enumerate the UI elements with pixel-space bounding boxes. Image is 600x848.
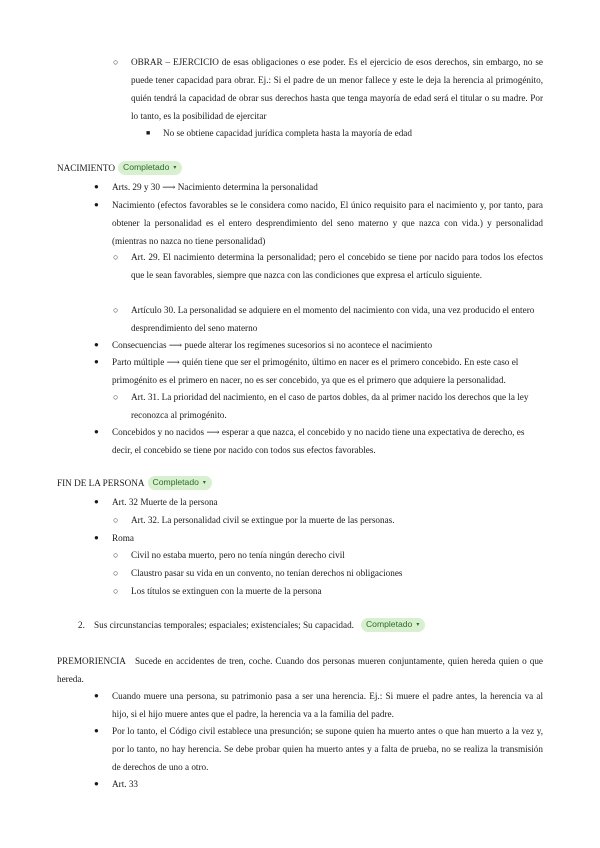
list-item: Artículo 30. La personalidad se adquiere en el momento del nacimiento con vida, una vez producido el entero desprendimiento del seno materno — [131, 305, 535, 333]
list-item: Claustro pasar su vida en un convento, no tenían derechos ni obligaciones — [131, 568, 403, 578]
bullet-icon: ● — [94, 200, 99, 209]
obrar-sub-point: No se obtiene capacidad jurídica completa hasta la mayoría de edad — [163, 128, 412, 138]
square-bullet-icon: ■ — [146, 129, 151, 137]
hollow-bullet-icon: ○ — [113, 57, 119, 67]
list-item: Art. 33 — [112, 779, 139, 789]
list-item: Consecuencias ⟶ puede alterar los regímenes sucesorios si no acontece el nacimiento — [112, 340, 433, 350]
list-item: Cuando muere una persona, su patrimonio pasa a ser una herencia. Ej.: Si muere el padre antes, la herencia va al hijo, si el hijo muere antes que el padre, la herencia va a la familia del padre. — [112, 691, 543, 719]
list-item: Civil no estaba muerto, pero no tenía ningún derecho civil — [131, 550, 345, 560]
list-item: Art. 31. La prioridad del nacimiento, en el caso de partos dobles, da al primer nacido los derechos que la ley reconozca al primogénito. — [131, 392, 529, 420]
list-item: Los títulos se extinguen con la muerte de la persona — [131, 586, 322, 596]
section-heading-fin-persona — [57, 474, 212, 492]
hollow-bullet-icon: ○ — [113, 392, 119, 402]
hollow-bullet-icon: ○ — [113, 515, 119, 525]
chevron-down-icon: ▾ — [416, 622, 420, 628]
chevron-down-icon: ▾ — [202, 480, 206, 486]
list-item: Nacimiento (efectos favorables se le considera como nacido, El único requisito para el nacimiento y, por tanto, para obtener la personalidad es el entero desprendimiento del seno materno y que nazca con vida.) y personalidad (mientras no nazca no tiene personalidad) — [112, 200, 543, 246]
section-title: FIN DE LA PERSONA — [57, 478, 145, 488]
bullet-icon: ● — [94, 726, 99, 735]
numbered-item-text: Sus circunstancias temporales; espaciales; existenciales; Su capacidad. — [94, 620, 354, 630]
status-chip[interactable]: Completado ▾ — [148, 476, 212, 490]
section-title: NACIMIENTO — [57, 163, 116, 173]
list-item: Por lo tanto, el Código civil establece una presunción; se supone quien ha muerto antes o que han muerto a la vez y, por lo tanto, no hay herencia. Se debe probar quien ha muerto antes y a falta de prueba, no se realiza la transmisión de derechos de uno a otro. — [112, 726, 543, 772]
bullet-icon: ● — [94, 427, 99, 436]
chevron-down-icon: ▾ — [173, 165, 177, 171]
premoriencia-paragraph — [57, 652, 543, 688]
section-heading-nacimiento — [57, 159, 182, 177]
bullet-icon: ● — [94, 533, 99, 542]
list-item: Art. 29. El nacimiento determina la personalidad; pero el concebido se tiene por nacido para todos los efectos que le sean favorables, siempre que nazca con las condiciones que expresa el artículo siguiente. — [131, 252, 543, 280]
list-item: Concebidos y no nacidos ⟶ esperar a que nazca, el concebido y no nacido tiene una expectativa de derecho, es decir, el concebido se tiene por nacido con todos sus efectos favorables. — [112, 427, 525, 455]
premoriencia-intro: Sucede en accidentes de tren, coche. Cuando dos personas mueren conjuntamente, quien hereda quien o que hereda. — [57, 656, 544, 684]
list-item: Art. 32. La personalidad civil se extingue por la muerte de las personas. — [131, 515, 395, 525]
bullet-icon: ● — [94, 497, 99, 506]
list-item: Parto múltiple ⟶ quién tiene que ser el primogénito, último en nacer es el primero concebido. En este caso el primogénito es el primero en nacer, no es ser concebido, ya que es el primero que adquiere la personalidad. — [112, 357, 519, 385]
bullet-icon: ● — [94, 340, 99, 349]
obrar-paragraph: OBRAR – EJERCICIO de esas obligaciones o ese poder. Es el ejercicio de esos derechos, sin embargo, no se puede tener capacidad para obrar. Ej.: Si el padre de un menor fallece y este le deja la herencia al primogénito, quién tendrá la capacidad de obrar sus derechos hasta que tenga mayoría de edad será el titular o su madre. Por lo tanto, es la posibilidad de ejercitar — [131, 57, 543, 121]
hollow-bullet-icon: ○ — [113, 252, 119, 262]
list-item: Arts. 29 y 30 ⟶ Nacimiento determina la personalidad — [112, 182, 318, 192]
hollow-bullet-icon: ○ — [113, 550, 119, 560]
bullet-icon: ● — [94, 182, 99, 191]
bullet-icon: ● — [94, 779, 99, 788]
hollow-bullet-icon: ○ — [113, 568, 119, 578]
hollow-bullet-icon: ○ — [113, 586, 119, 596]
section-title: PREMORIENCIA — [57, 656, 126, 666]
bullet-icon: ● — [94, 357, 99, 366]
list-item: Roma — [112, 533, 134, 543]
status-chip[interactable]: Completado ▾ — [118, 161, 182, 175]
list-number: 2. — [78, 620, 85, 630]
status-chip[interactable]: Completado ▾ — [361, 618, 425, 632]
bullet-icon: ● — [94, 691, 99, 700]
numbered-item — [94, 616, 543, 634]
hollow-bullet-icon: ○ — [113, 305, 119, 315]
list-item: Art. 32 Muerte de la persona — [112, 497, 218, 507]
